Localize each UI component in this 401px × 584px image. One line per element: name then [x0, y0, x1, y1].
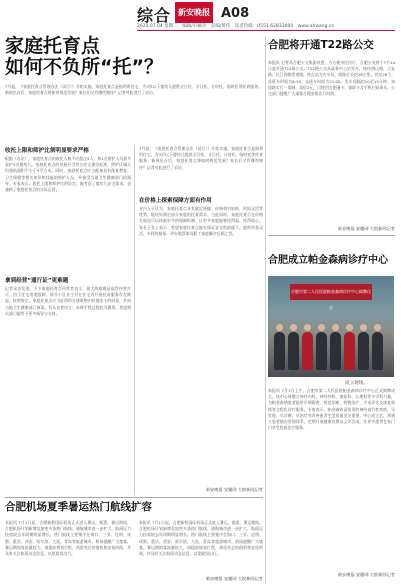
- masthead-info: 2023.07.04 星期二 编辑/石佩奇 美编/黄伟 读者热线：0551-62833000 www.ahwang.cn: [137, 24, 335, 29]
- lead-headline: 家庭托育点 如何不负所“托”？: [5, 35, 163, 78]
- lead-intro: 7月起，《家庭托育点管理办法（试行）》开始实施。家庭托育点是指利用住宅，为3岁以下婴幼儿提供全日托、半日托、计时托、临时托等托育服务。新规出台后，家庭托育点将如何规范发展？家长们又有哪些期待？记者对此进行了采访。: [5, 84, 262, 96]
- photo-caption: 成立现场。: [345, 381, 368, 386]
- lead-section1-body: 根据《办法》，家庭托育点的收托人数不应超过5人，每1名照护人员最多看护3名婴幼儿。家庭托育点的房屋应当符合住宅建设标准，照护区域人均建筑面积不少于9平方米。同时，家庭托育点应当配备具有保育教育、卫生保健等相关知识和技能的照护人员，并接受当地卫生健康部门的指导。专家表示，收托上限和师护比的设定，既考虑了婴幼儿安全需求，也兼顾了家庭托育点的实际运营。: [5, 156, 131, 193]
- lead-section1-title: 收托上限和师护比须明显要求严格: [5, 148, 89, 154]
- story3-headline: 合肥成立帕金森病诊疗中心: [268, 255, 388, 266]
- lead-byline: 新安晚报 安徽网 大皖新闻记者: [205, 487, 263, 492]
- story2-body: 本报讯 记者从合肥公交集团获悉，为方便市民出行，合肥公交将于7月10日起开通T22路公交。T22路公交从政务中心站发车，途经潜山路、习友路、长江西路等道路，终点站为火车站。线路全长约18公里，设站26个。首班车时间为6:30，末班车时间为21:00，发车间隔约10至15分钟。该线路实行一票制，票价2元，可使用合肥通卡、银联卡及手机扫码乘车。公交部门提醒广大乘客合理安排出行时间。: [268, 60, 395, 97]
- column-divider: [134, 146, 135, 494]
- story4-byline: 新安晚报 安徽网 大皖新闻记者: [205, 576, 263, 581]
- story4-body-left: 本报讯 7月1日起，合肥新桥国际机场正式进入暑运。据悉，暑运期间，合肥机场计划新增及加密多条热门航线，通航城市进一步扩大，航班运力投放较去年同期明显增长。热门航线主要集中在海口、三亚、昆明、成都、重庆、西安、哈尔滨、大连、青岛等旅游城市。机场提醒广大旅客，暑运期间客流量较大，请提前规划行程，预留充足的值机和安检时间，并及时关注航班动态信息，以免耽误出行。: [5, 520, 131, 557]
- lead-section3-body: 业内人士认为，家庭托育点具有就近便捷、价格相对较低、时间灵活等优势，能较好满足部分家庭的托育需求。与此同时，家庭托育点在价格方面也可以探索更多的保障机制，让更多家庭能够托得起、托得放心。家长王女士表示：希望家庭托育点能在保证安全的前提下，提供更加灵活、多样的服务，更好地帮助双职工家庭解决后顾之忧。: [139, 206, 263, 236]
- ceremony-photo: [268, 276, 394, 377]
- story2-headline: 合肥将开通T22路公交: [268, 39, 374, 51]
- masthead-rule: [137, 30, 395, 31]
- right-column-divider: [265, 36, 266, 584]
- story2-byline: 新安晚报 安徽网 大皖新闻记者: [337, 226, 395, 231]
- story4-headline: 合肥机场夏季暑运热门航线扩容: [5, 501, 152, 513]
- bottom-separator: [5, 497, 263, 498]
- newspaper-logo: 新安晚报: [175, 2, 213, 23]
- photo-people: [274, 322, 388, 370]
- story3-byline: 新安晚报 安徽网 大皖新闻记者: [337, 572, 395, 577]
- story4-body-right: 本报讯 7月1日起，合肥新桥国际机场正式进入暑运。据悉，暑运期间，合肥机场计划新增及加密多条热门航线，通航城市进一步扩大，航班运力投放较去年同期明显增长。热门航线主要集中在海口、三亚、昆明、成都、重庆、西安、哈尔滨、大连、青岛等旅游城市。机场提醒广大旅客，暑运期间客流量较大，请提前规划行程，预留充足的值机和安检时间，并及时关注航班动态信息，以免耽误出行。: [139, 520, 263, 557]
- story-separator: [268, 235, 395, 236]
- lead-section2-title: 拿到经营“通行证”更难题: [5, 278, 69, 284]
- story3-body: 本报讯 7月1日上午，合肥市第二人民医院帕金森病诊疗中心正式揭牌成立。该中心将整合神经内科、神经外科、康复科、心理科等多学科力量，为帕金森病患者提供早期筛查、规范诊断、药物治疗、手术评估及康复训练等全程化诊疗服务。专家表示，帕金森病是常见的神经退行性疾病，早发现、早诊断、早治疗对改善患者生活质量至关重要。中心成立后，将建立患者随访管理体系，定期开展健康宣教及义诊活动，让更多患者在家门口享受优质医疗服务。: [268, 388, 395, 431]
- lead-section3-title: 在价格上探索保障方面有作用: [139, 198, 212, 204]
- section-name: 综合: [137, 6, 172, 25]
- lead-column2-top: 7月起，《家庭托育点管理办法（试行）》开始实施。家庭托育点是指利用住宅，为3岁以下婴幼儿提供全日托、半日托、计时托、临时托等托育服务。新规出台后，家庭托育点将如何规范发展？家长们又有哪些期待？记者对此进行了采访。: [139, 146, 263, 170]
- page-number: A08: [221, 6, 250, 21]
- photo-banner: 合肥市第二人民医院帕金森病诊疗中心揭牌仪式: [290, 284, 372, 300]
- lead-section2-body: 记者采访发现，不少家庭托育点经营者表示，最大的难题是取得经营许可。由于住宅用途限制，部分小区业主对在住宅内开展托育服务存在顾虑。按照规定，家庭托育点应当征得所在建筑物内其他业主的同意，并向当地卫生健康部门备案。有从业者坦言：办理手续过程较为繁琐，希望相关部门能给予更多指导与支持。: [5, 286, 131, 316]
